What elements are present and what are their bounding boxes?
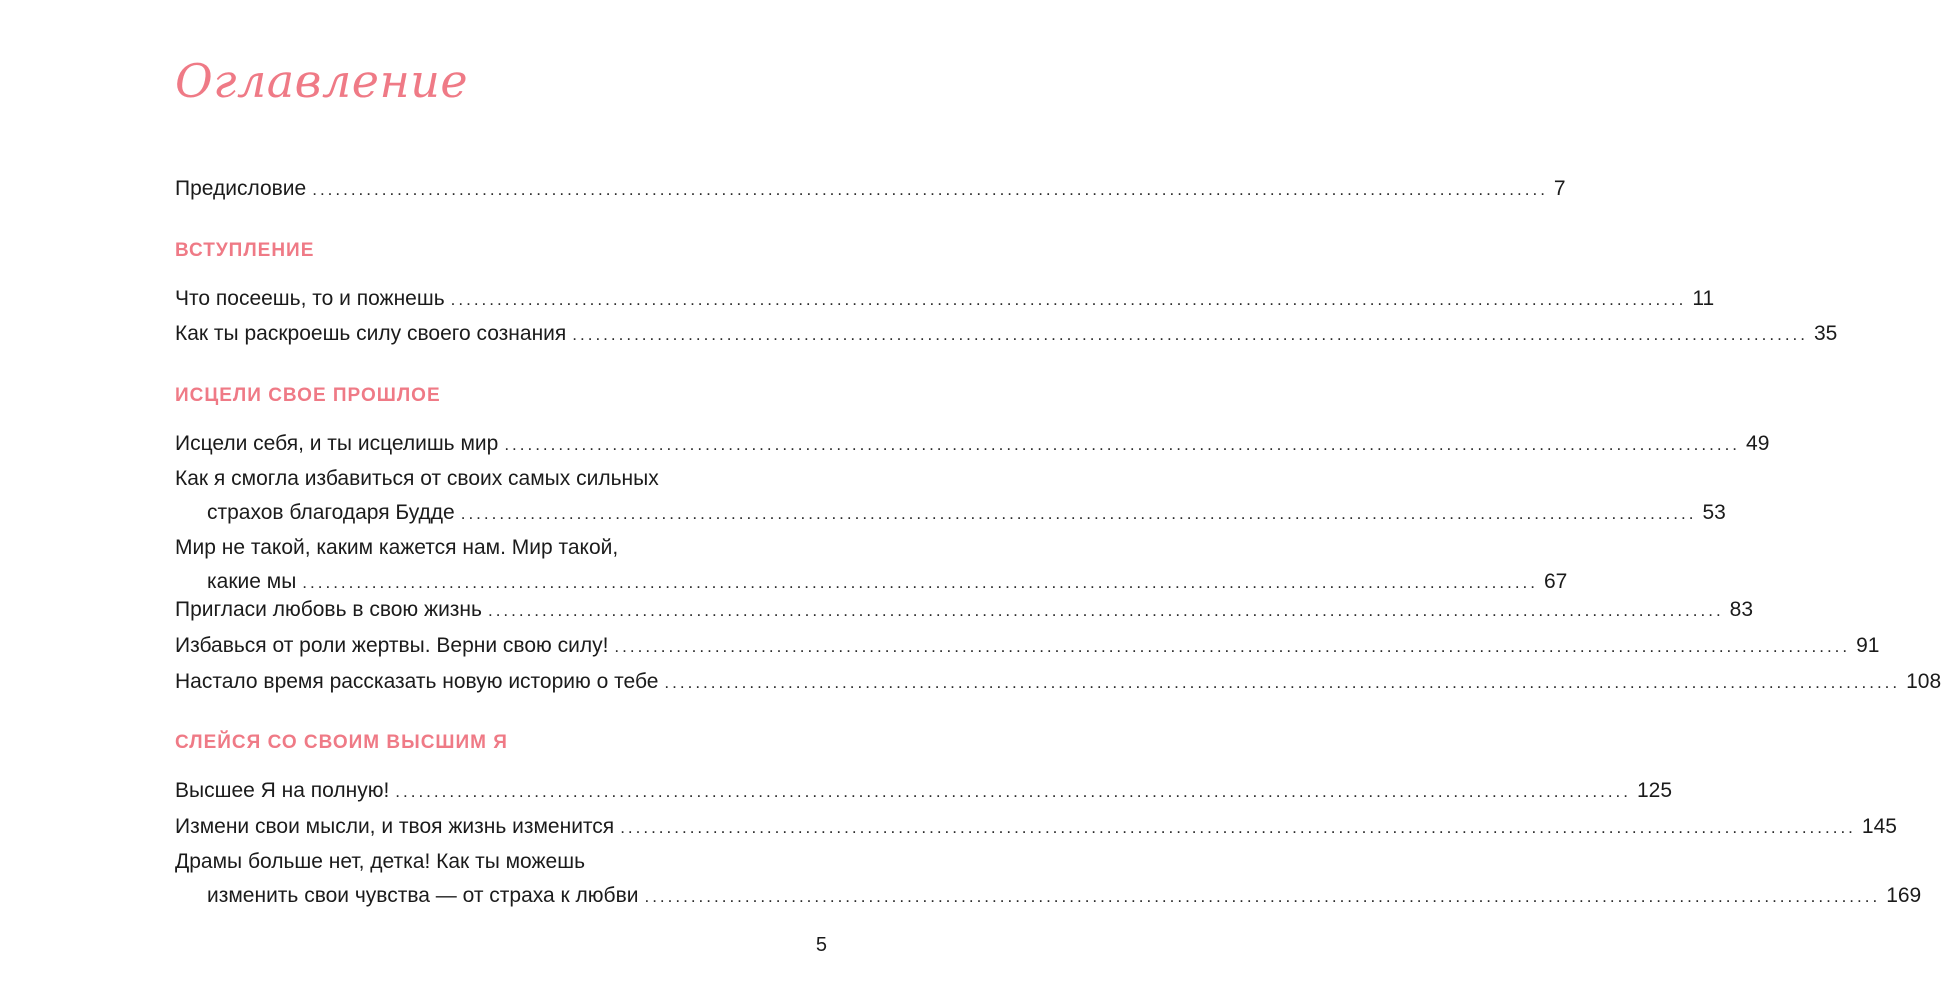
toc-page-number: 53: [1702, 501, 1726, 524]
toc-entry-text: Мир не такой, каким кажется нам. Мир такой,: [175, 536, 619, 559]
toc-entry[interactable]: [175, 774, 1673, 808]
toc-page-number: 11: [1692, 287, 1715, 310]
toc-entry-text: Настало время рассказать новую историю о тебе: [175, 670, 659, 693]
toc-page-number: 91: [1856, 634, 1880, 657]
toc-entry[interactable]: [175, 531, 1568, 599]
toc-entry-text-continued: какие мы: [207, 570, 297, 593]
page-number: 5: [815, 934, 827, 956]
toc-entry-text: Драмы больше нет, детка! Как ты можешь: [175, 850, 586, 873]
dot-leader: ................................................................................................................................................................: [460, 504, 1697, 523]
toc-entry[interactable]: [175, 629, 1880, 663]
toc-entry[interactable]: [175, 317, 1838, 351]
section-heading: СЛЕЙСЯ СО СВОИМ ВЫСШИМ Я: [175, 732, 508, 753]
toc-entry-text-continued: страхов благодаря Будде: [207, 501, 455, 524]
dot-leader: ................................................................................................................................................................: [487, 601, 1724, 620]
dot-leader: ................................................................................................................................................................: [644, 887, 1881, 906]
dot-leader: ................................................................................................................................................................: [312, 180, 1548, 199]
dot-leader: ................................................................................................................................................................: [614, 637, 1851, 656]
toc-entry[interactable]: [175, 665, 1941, 699]
dot-leader: ................................................................................................................................................................: [572, 325, 1808, 344]
dot-leader: ................................................................................................................................................................: [504, 435, 1741, 454]
toc-page-number: 169: [1886, 884, 1922, 907]
section-heading: ВСТУПЛЕНИЕ: [175, 240, 315, 261]
toc-page-number: 145: [1861, 815, 1897, 838]
dot-leader: ................................................................................................................................................................: [620, 818, 1856, 837]
toc-page-number: 67: [1544, 570, 1568, 593]
toc-page-number: 125: [1636, 779, 1673, 802]
toc-entry-text: Как ты раскроешь силу своего сознания: [175, 322, 567, 345]
toc-entry-text: Измени свои мысли, и твоя жизнь изменится: [175, 815, 615, 838]
toc-page-number: 35: [1813, 322, 1838, 345]
toc-page-number: 83: [1729, 598, 1754, 621]
toc-page-number: 108: [1906, 670, 1941, 693]
toc-page-number: 7: [1553, 177, 1566, 200]
toc-entry-text: Пригласи любовь в свою жизнь: [175, 598, 482, 621]
toc-entry[interactable]: [175, 593, 1754, 627]
dot-leader: ................................................................................................................................................................: [302, 573, 1538, 592]
toc-entry-text: Как я смогла избавиться от своих самых сильных: [175, 467, 659, 490]
toc-entry[interactable]: [175, 282, 1715, 316]
toc-page-number: 49: [1746, 432, 1770, 455]
toc-entry-text: Избавься от роли жертвы. Верни свою силу!: [175, 634, 609, 657]
toc-entry[interactable]: [175, 462, 1726, 530]
dot-leader: ................................................................................................................................................................: [664, 673, 1901, 692]
page-title: Оглавление: [175, 54, 469, 108]
toc-entry[interactable]: [175, 845, 1922, 913]
toc-entry[interactable]: [175, 427, 1770, 461]
toc-entry-text: Что посеешь, то и пожнешь: [175, 287, 445, 310]
dot-leader: ................................................................................................................................................................: [395, 782, 1631, 801]
toc-entry-text: Исцели себя, и ты исцелишь мир: [175, 432, 499, 455]
toc-entry-text: Высшее Я на полную!: [175, 779, 390, 802]
toc-entry-preface[interactable]: [175, 172, 1566, 206]
toc-entry-text: Предисловие: [175, 177, 307, 200]
toc-entry-text-continued: изменить свои чувства — от страха к любви: [207, 884, 639, 907]
section-heading: ИСЦЕЛИ СВОЕ ПРОШЛОЕ: [175, 385, 441, 406]
toc-entry[interactable]: [175, 810, 1897, 844]
dot-leader: ................................................................................................................................................................: [450, 290, 1687, 309]
